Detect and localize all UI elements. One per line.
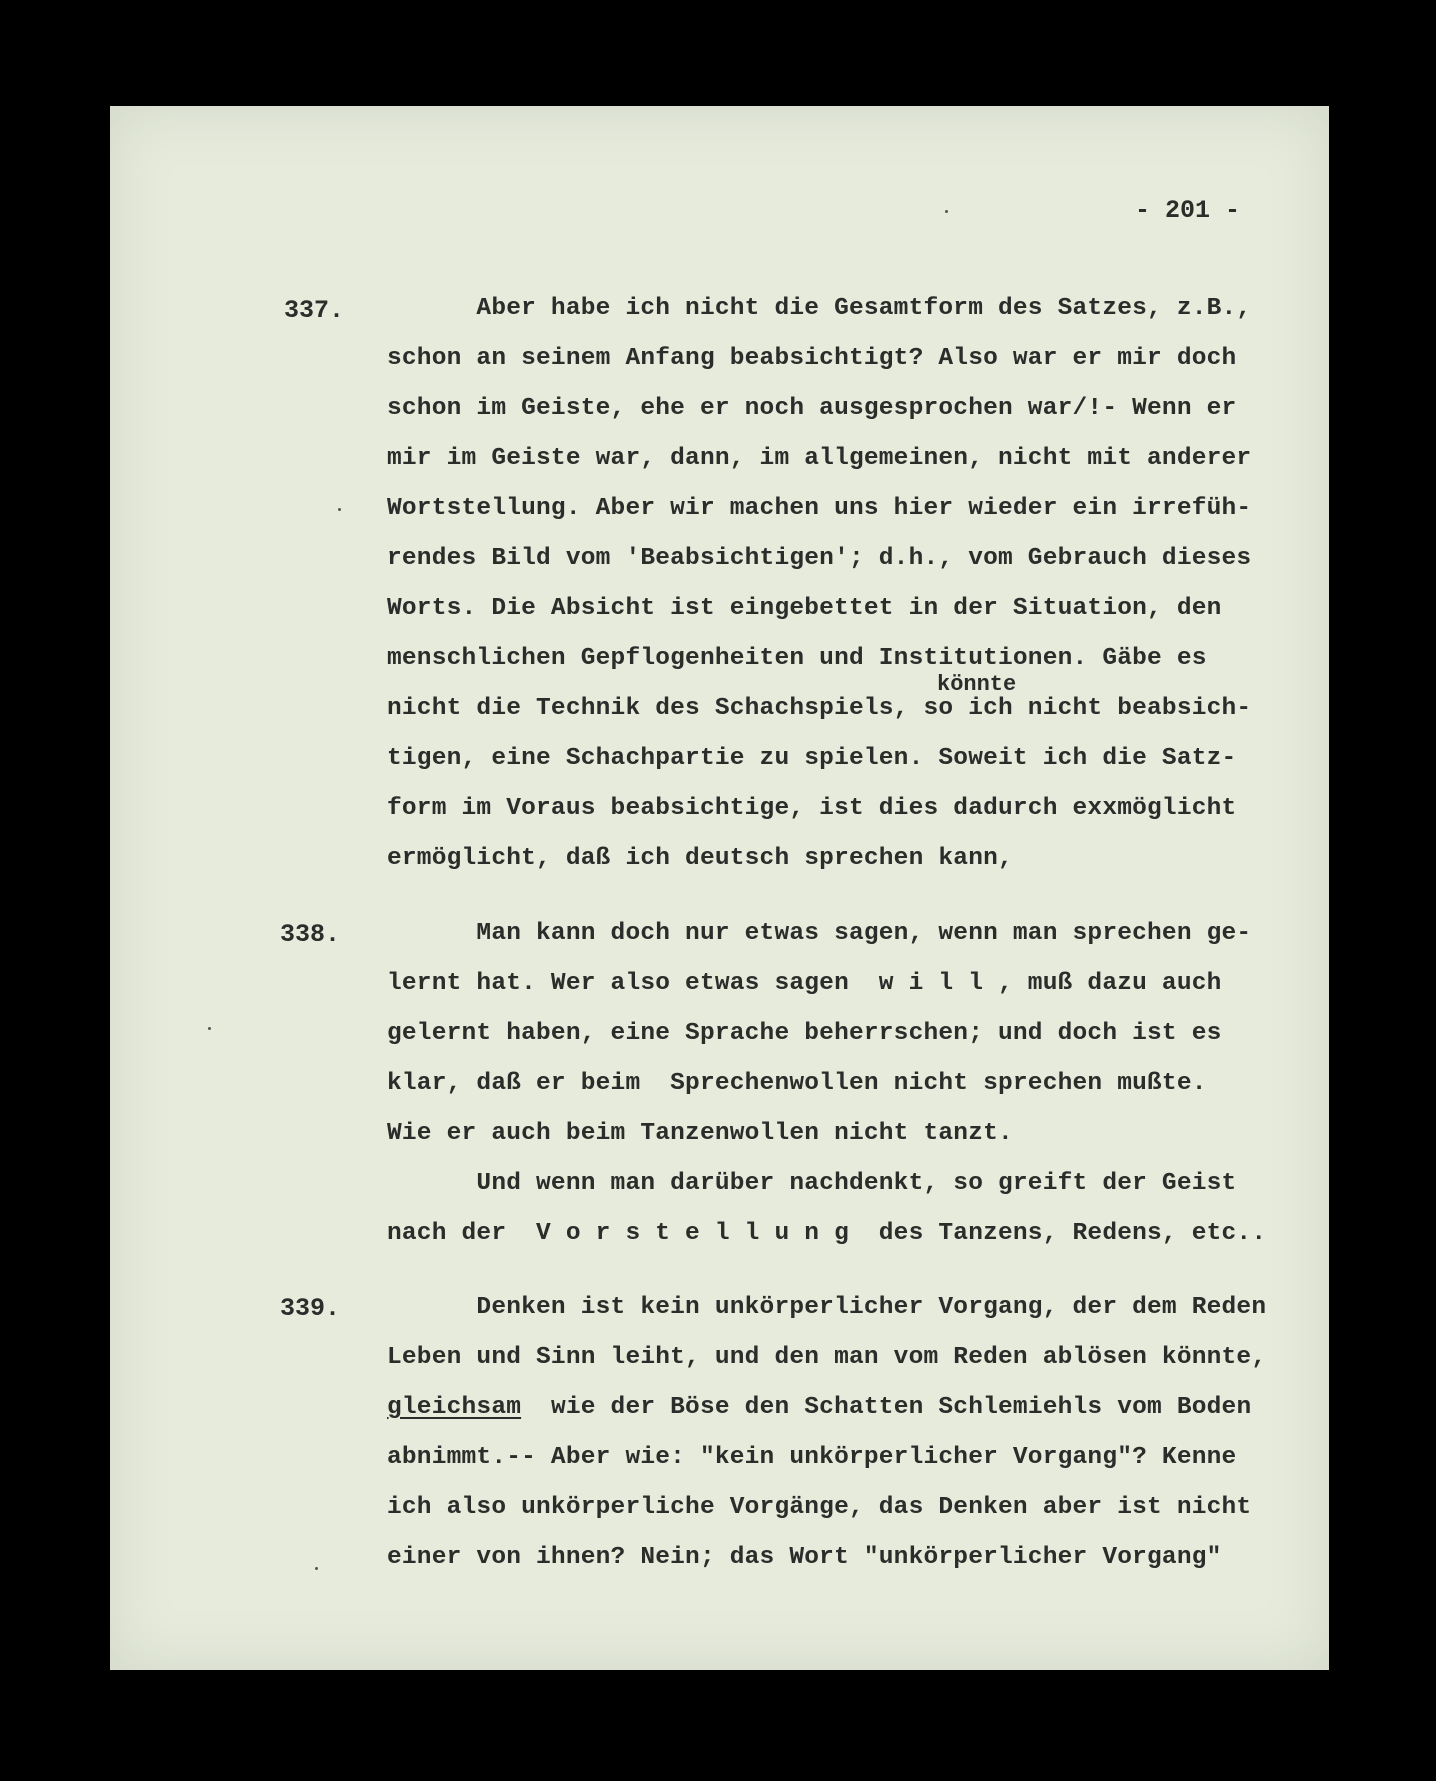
- paragraph-number: 339.: [280, 1294, 341, 1323]
- text-line: schon im Geiste, ehe er noch ausgesprochen war/!- Wenn er: [387, 395, 1237, 422]
- text-line: Wie er auch beim Tanzenwollen nicht tanzt.: [387, 1120, 1013, 1147]
- text-line: ermöglicht, daß ich deutsch sprechen kann,: [387, 845, 1013, 872]
- text-line: klar, daß er beim Sprechenwollen nicht sprechen mußte.: [387, 1070, 1207, 1097]
- text-line: Leben und Sinn leiht, und den man vom Reden ablösen könnte,: [387, 1344, 1267, 1371]
- typescript-page: [110, 106, 1329, 1670]
- text-line: abnimmt.-- Aber wie: "kein unkörperlicher Vorgang"? Kenne: [387, 1444, 1237, 1471]
- text-line: schon an seinem Anfang beabsichtigt? Also war er mir doch: [387, 345, 1237, 372]
- text-line: Denken ist kein unkörperlicher Vorgang, der dem Reden: [387, 1294, 1267, 1321]
- text-line: nach der V o r s t e l l u n g des Tanzens, Redens, etc..: [387, 1220, 1267, 1247]
- paper-speck: [315, 1567, 318, 1570]
- text-line: Worts. Die Absicht ist eingebettet in der Situation, den: [387, 595, 1222, 622]
- paper-speck: [208, 1027, 211, 1030]
- text-line: ich also unkörperliche Vorgänge, das Denken aber ist nicht: [387, 1494, 1252, 1521]
- text-line: [387, 1394, 1251, 1421]
- text-line: einer von ihnen? Nein; das Wort "unkörperlicher Vorgang": [387, 1544, 1222, 1571]
- text-line: form im Voraus beabsichtige, ist dies dadurch exxmöglicht: [387, 795, 1237, 822]
- page-number: - 201 -: [1135, 196, 1241, 225]
- paragraph-number: 337.: [284, 296, 345, 325]
- text-line: lernt hat. Wer also etwas sagen w i l l , muß dazu auch: [387, 970, 1222, 997]
- text-line: nicht die Technik des Schachspiels, so ich nicht beabsich-: [387, 695, 1252, 722]
- text-line: Aber habe ich nicht die Gesamtform des Satzes, z.B.,: [387, 295, 1252, 322]
- text-line: tigen, eine Schachpartie zu spielen. Soweit ich die Satz-: [387, 745, 1237, 772]
- text-line: rendes Bild vom 'Beabsichtigen'; d.h., vom Gebrauch dieses: [387, 545, 1252, 572]
- handwritten-insertion: könnte: [937, 672, 1017, 697]
- underlined-word: gleichsam: [387, 1394, 522, 1421]
- text-line: Wortstellung. Aber wir machen uns hier wieder ein irrefüh-: [387, 495, 1252, 522]
- paper-speck: [945, 210, 948, 213]
- paper-speck: [338, 508, 341, 511]
- paragraph-number: 338.: [280, 920, 341, 949]
- text-line: gelernt haben, eine Sprache beherrschen; und doch ist es: [387, 1020, 1222, 1047]
- text-line: mir im Geiste war, dann, im allgemeinen, nicht mit anderer: [387, 445, 1252, 472]
- text-line: menschlichen Gepflogenheiten und Institutionen. Gäbe es: [387, 645, 1207, 672]
- text-line: Und wenn man darüber nachdenkt, so greift der Geist: [387, 1170, 1237, 1197]
- text-line: Man kann doch nur etwas sagen, wenn man sprechen ge-: [387, 920, 1252, 947]
- text-line-rest: wie der Böse den Schatten Schlemiehls vom Boden: [550, 1394, 1252, 1421]
